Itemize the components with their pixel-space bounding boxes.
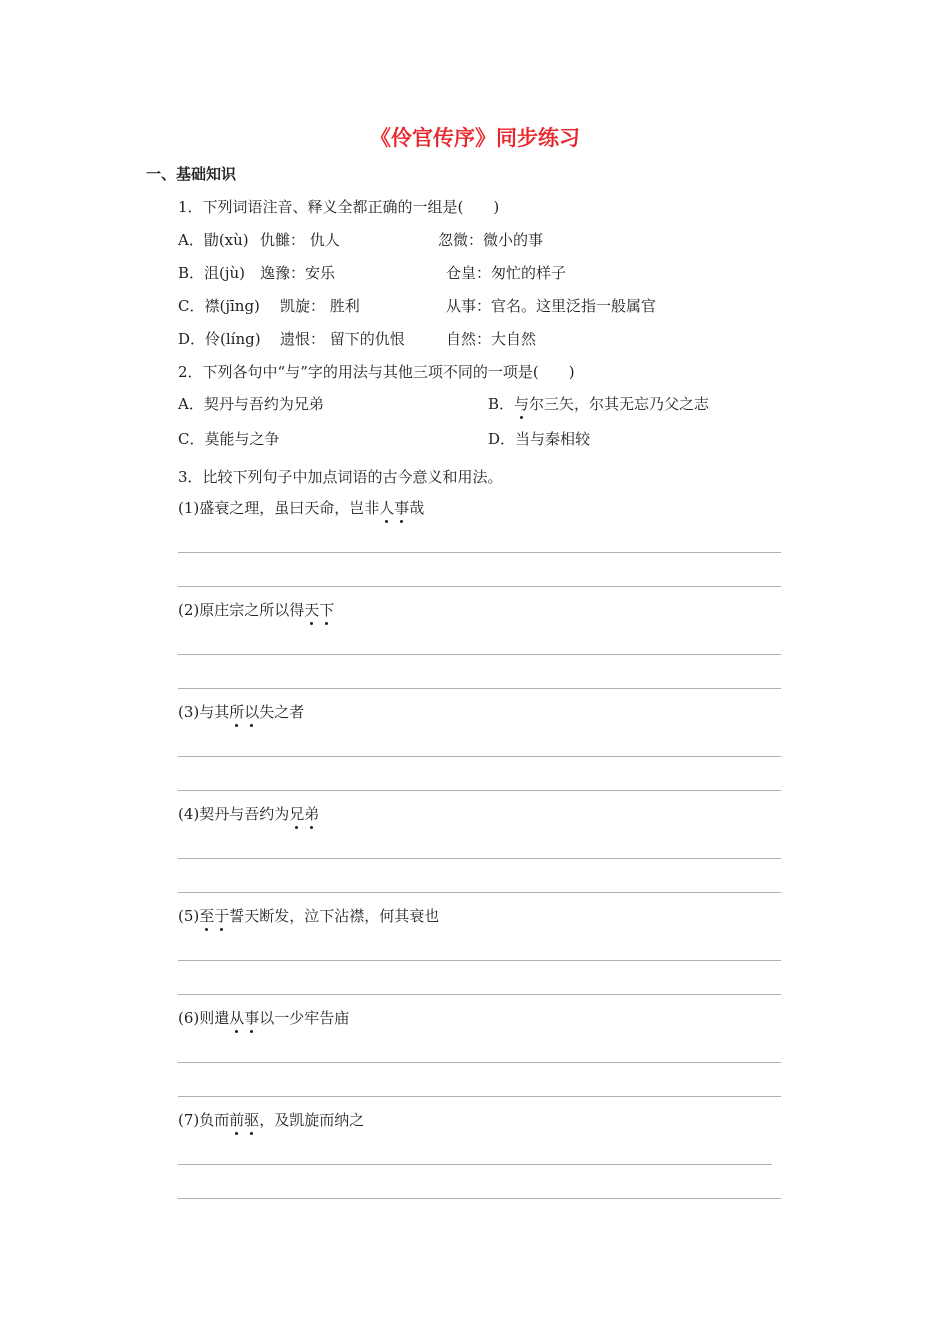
question-3-item-5 [178, 906, 439, 926]
question-1-option-a [178, 230, 778, 250]
question-1-option-c [178, 296, 778, 316]
question-2-option-c: C．莫能与之争 [178, 430, 280, 448]
item-text: (2)原庄宗之所以得 [178, 601, 305, 619]
option-b-term-2: 仓皇：匆忙的样子 [446, 264, 567, 282]
item-text: (7)负而 [178, 1111, 230, 1129]
question-1-stem: 1．下列词语注音、释义全都正确的一组是( ) [178, 198, 500, 216]
option-a-term-2: 忽微：微小的事 [438, 231, 544, 249]
dotted-char: 以 [244, 703, 260, 721]
dotted-char: 人 [379, 499, 395, 517]
answer-line[interactable] [178, 1198, 781, 1199]
answer-line[interactable] [178, 790, 781, 791]
answer-line[interactable] [178, 756, 781, 757]
option-a-term: 仇雠： 仇人 [260, 231, 340, 249]
item-text: 以一少牢告庙 [259, 1009, 350, 1027]
question-2-stem: 2．下列各句中“与”字的用法与其他三项不同的一项是( ) [178, 363, 575, 381]
option-b-text: 尔三矢，尔其无忘乃父之志 [529, 395, 710, 413]
answer-line[interactable] [178, 654, 781, 655]
item-text: (4)契丹与吾约为 [178, 805, 290, 823]
dotted-char: 弟 [304, 805, 320, 823]
option-d-word: D．伶(líng) [178, 330, 261, 348]
item-text: (1)盛衰之理，虽曰天命，岂非 [178, 499, 380, 517]
answer-line[interactable] [178, 1096, 781, 1097]
dotted-char: 事 [244, 1009, 260, 1027]
option-b-term: 逸豫：安乐 [260, 264, 336, 282]
option-d-term-2: 自然：大自然 [446, 330, 537, 348]
dotted-char: 事 [394, 499, 410, 517]
item-text: 失之者 [259, 703, 305, 721]
dotted-char: 驱 [244, 1111, 260, 1129]
question-3-item-1 [178, 498, 424, 518]
answer-line[interactable] [178, 858, 781, 859]
question-2-option-a: A．契丹与吾约为兄弟 [178, 395, 324, 413]
item-text: (5) [178, 907, 200, 925]
answer-line[interactable] [178, 994, 781, 995]
option-c-term: 凯旋： 胜利 [280, 297, 360, 315]
dotted-char: 于 [214, 907, 230, 925]
question-3-stem: 3．比较下列句子中加点词语的古今意义和用法。 [178, 468, 503, 486]
option-c-word: C．襟(jīng) [178, 297, 260, 315]
dotted-char: 从 [229, 1009, 245, 1027]
dotted-char: 兄 [289, 805, 305, 823]
question-2-option-d: D．当与秦相较 [488, 430, 591, 448]
question-3-item-7 [178, 1110, 364, 1130]
dotted-char: 下 [319, 601, 335, 619]
item-text: 哉 [409, 499, 425, 517]
question-3-item-2 [178, 600, 334, 620]
answer-line[interactable] [178, 688, 781, 689]
answer-line[interactable] [178, 892, 781, 893]
dotted-char: 前 [229, 1111, 245, 1129]
dotted-char: 至 [199, 907, 215, 925]
section-heading: 一、基础知识 [146, 165, 237, 183]
item-text: ，及凯旋而纳之 [259, 1111, 365, 1129]
option-b-label: B． [488, 395, 515, 413]
question-1-option-b [178, 263, 778, 283]
question-2-option-b [488, 394, 709, 414]
answer-line[interactable] [178, 586, 781, 587]
question-3-item-3 [178, 702, 304, 722]
item-text: 誓天断发，泣下沾襟，何其衰也 [229, 907, 440, 925]
dotted-char: 天 [304, 601, 320, 619]
option-a-word: A．勖(xù) [178, 231, 249, 249]
item-text: (6)则遣 [178, 1009, 230, 1027]
answer-line[interactable] [178, 552, 781, 553]
page-title: 《伶官传序》同步练习 [370, 126, 580, 150]
question-3-item-4 [178, 804, 319, 824]
answer-line[interactable] [178, 960, 781, 961]
option-b-word: B．沮(jù) [178, 264, 246, 282]
item-text: (3)与其 [178, 703, 230, 721]
dotted-char: 与 [514, 395, 530, 413]
dotted-char: 所 [229, 703, 245, 721]
question-1-option-d [178, 329, 778, 349]
option-d-term: 遗恨： 留下的仇恨 [280, 330, 405, 348]
option-c-term-2: 从事：官名。这里泛指一般属官 [446, 297, 657, 315]
answer-line[interactable] [178, 1164, 772, 1165]
question-3-item-6 [178, 1008, 349, 1028]
answer-line[interactable] [178, 1062, 781, 1063]
